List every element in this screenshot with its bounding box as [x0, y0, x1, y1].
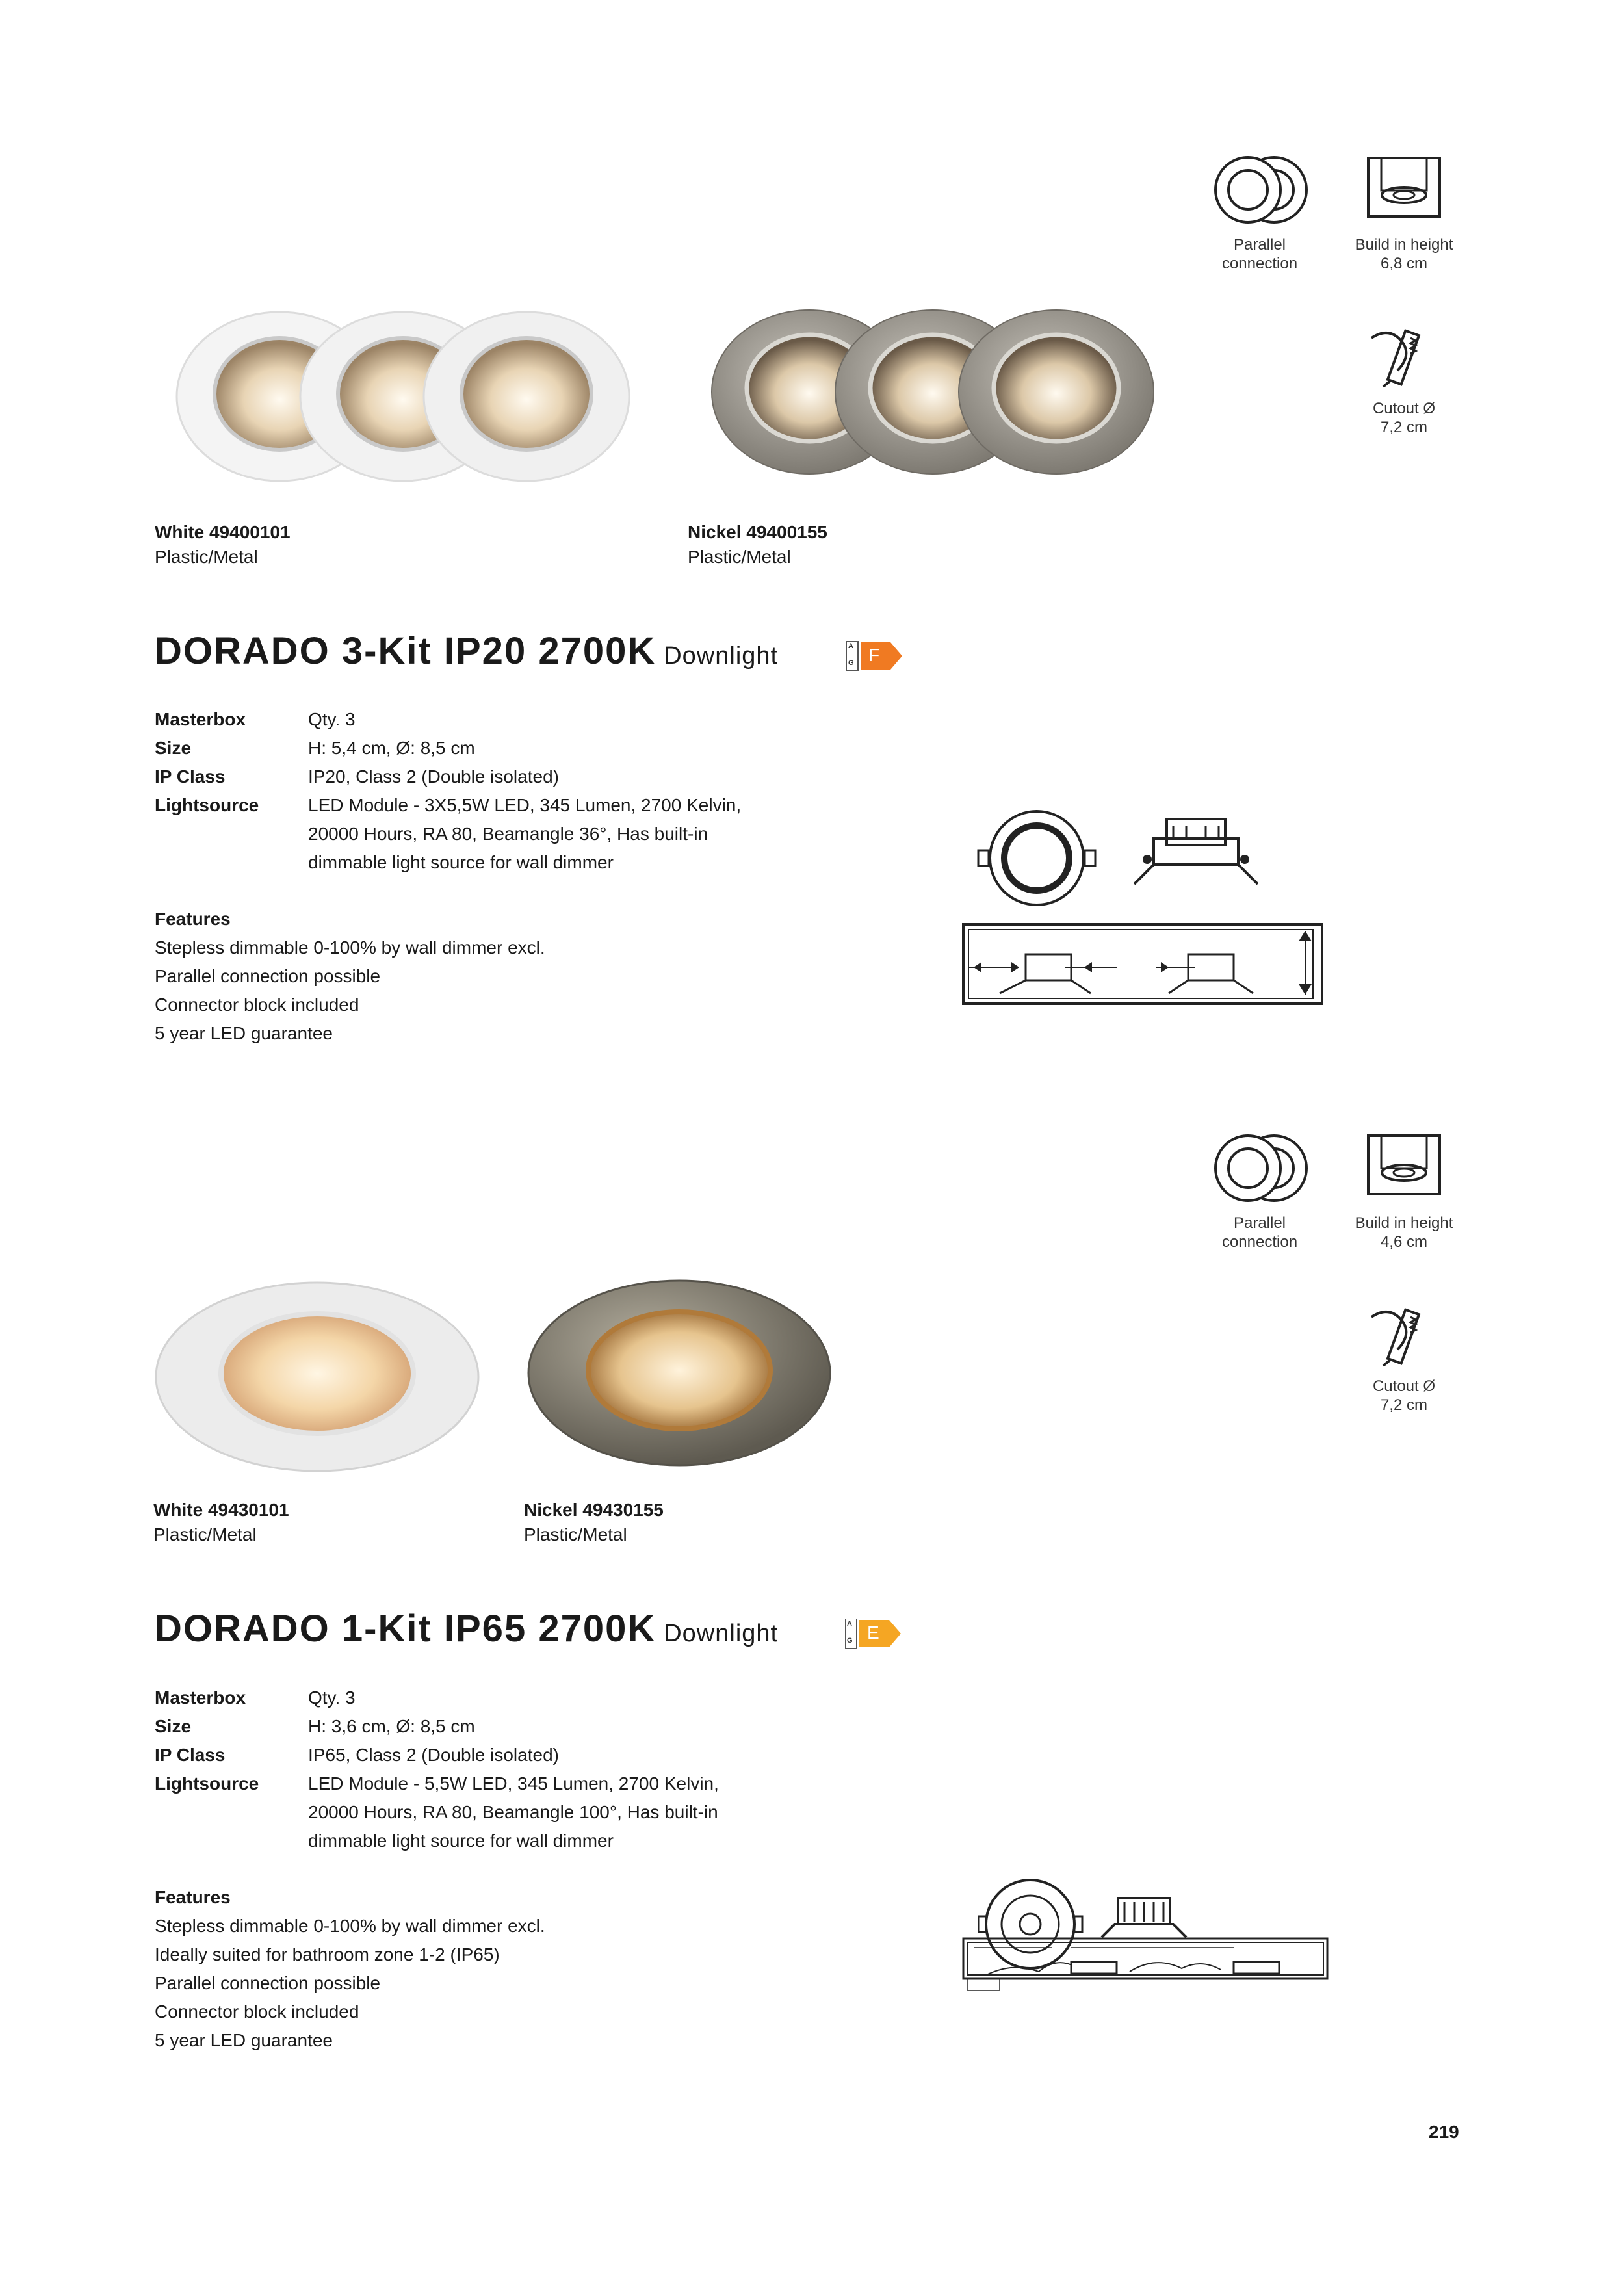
parallel-connection-icon: [1206, 1129, 1316, 1207]
variant-white: White 49430101 Plastic/Metal: [153, 1500, 289, 1545]
energy-class: E: [867, 1623, 879, 1643]
product-photo-nickel-1kit: [523, 1275, 838, 1470]
parallel-connection-icon: [1206, 151, 1316, 229]
build-in-height-icon: [1365, 155, 1443, 220]
technical-drawing-installation: [961, 922, 1325, 1006]
product-photo-nickel-3kit: [682, 302, 1176, 484]
saw-cutout-icon: [1365, 1298, 1436, 1376]
page-number: 219: [1429, 2122, 1459, 2142]
variant-white: White 49400101 Plastic/Metal: [155, 522, 291, 567]
build-in-height-label: Build in height 4,6 cm: [1355, 1214, 1453, 1251]
parallel-connection-label: Parallel connection: [1221, 1214, 1298, 1251]
saw-cutout-icon: [1365, 319, 1436, 397]
build-in-height-label: Build in height 6,8 cm: [1355, 236, 1453, 272]
spec-table: Masterbox Qty. 3 Size H: 5,4 cm, Ø: 8,5 cm IP Class IP20, Class 2 (Double isolated) Lightsource LED Module - 3X5,5W LED, 345 Lumen, 2700 Kelvin, 20000 Hours, RA 80, Beamangle 36°, Has built-in dimmable light source for wall dimmer: [155, 709, 742, 872]
product-photo-white-1kit: [153, 1279, 485, 1474]
energy-class: F: [868, 645, 880, 665]
build-in-height-icon: [1365, 1132, 1443, 1197]
product-title: DORADO 1-Kit IP65 2700K Downlight: [155, 1608, 779, 1650]
spec-table: Masterbox Qty. 3 Size H: 3,6 cm, Ø: 8,5 cm IP Class IP65, Class 2 (Double isolated) Lightsource LED Module - 5,5W LED, 345 Lumen, 2700 Kelvin, 20000 Hours, RA 80, Beamangle 100°, Has built-in dimmable light source for wall dimmer: [155, 1688, 719, 1851]
technical-drawing-top-view: [965, 800, 1264, 917]
cutout-label: Cutout Ø 7,2 cm: [1372, 1377, 1436, 1414]
features-list: Features Stepless dimmable 0-100% by wall dimmer excl. Ideally suited for bathroom zone 1-2 (IP65) Parallel connection possible Connector block included 5 year LED guarantee: [155, 1887, 545, 2050]
energy-label: A G F: [846, 641, 905, 671]
product-title: DORADO 3-Kit IP20 2700K Downlight: [155, 630, 779, 672]
energy-label: A G E: [845, 1619, 903, 1649]
features-list: Features Stepless dimmable 0-100% by wall dimmer excl. Parallel connection possible Connector block included 5 year LED guarantee: [155, 909, 545, 1043]
cutout-label: Cutout Ø 7,2 cm: [1372, 400, 1436, 436]
technical-drawing-installation: [961, 1936, 1331, 1994]
variant-nickel: Nickel 49400155 Plastic/Metal: [688, 522, 827, 567]
product-photo-white-3kit: [153, 306, 647, 488]
variant-nickel: Nickel 49430155 Plastic/Metal: [524, 1500, 664, 1545]
parallel-connection-label: Parallel connection: [1221, 236, 1298, 272]
